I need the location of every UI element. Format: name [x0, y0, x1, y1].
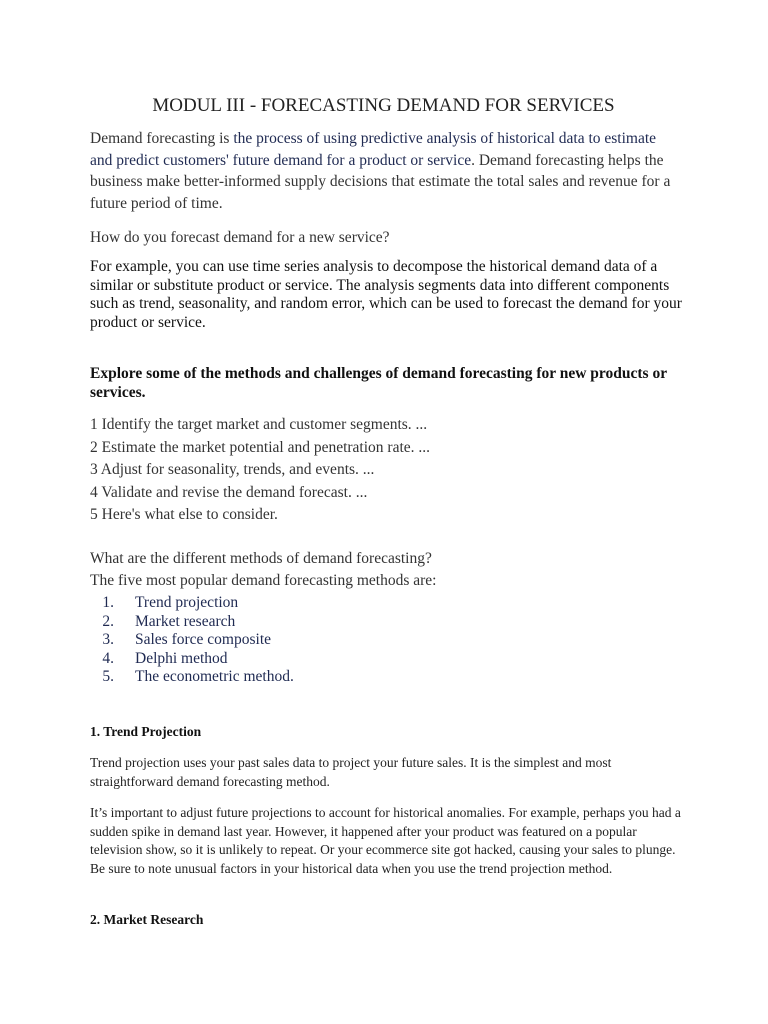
- list-item: 2 Estimate the market potential and penetration rate. ...: [90, 438, 431, 456]
- intro-rest: . Demand forecasting helps the business make better-informed supply decisions that estimate the total sales and revenue for a future period of time.: [90, 151, 671, 212]
- list-item: [90, 668, 682, 687]
- trend-projection-heading: 1. Trend Projection: [90, 724, 202, 739]
- method-label: Sales force composite: [135, 631, 272, 649]
- list-number: 3.: [102, 631, 114, 649]
- list-item: 4 Validate and revise the demand forecast. ...: [90, 483, 368, 501]
- list-item: [90, 650, 682, 669]
- example-paragraph: For example, you can use time series analysis to decompose the historical demand data of a similar or substitute product or service. The analysis segments data into different components such as trend, seasonality, and random error, which can be used to forecast the demand for your product or service.: [90, 258, 682, 332]
- list-item: 5 Here's what else to consider.: [90, 506, 278, 524]
- trend-paragraph-1: Trend projection uses your past sales data to project your future sales. It is the simplest and most straightforward demand forecasting method.: [90, 755, 612, 789]
- method-label: The econometric method.: [135, 668, 294, 686]
- methods-list: [90, 594, 682, 687]
- list-number: 2.: [102, 612, 114, 630]
- methods-question: What are the different methods of demand forecasting?: [90, 550, 432, 567]
- forecast-question: How do you forecast demand for a new service?: [90, 229, 390, 246]
- intro-highlight: the process of using predictive analysis of historical data to estimate and predict customers' future demand for a product or service: [90, 130, 657, 169]
- method-label: Delphi method: [135, 649, 228, 667]
- method-label: Market research: [135, 612, 236, 630]
- steps-list: [90, 414, 682, 527]
- list-item: 3 Adjust for seasonality, trends, and events. ...: [90, 461, 375, 479]
- trend-paragraph-2: It’s important to adjust future projections to account for historical anomalies. For example, perhaps you had a sudden spike in demand last year. However, it happened after your product was featured on a popular television show, so it is unlikely to repeat. Or your ecommerce site got hacked, causing your sales to plunge. Be sure to note unusual factors in your historical data when you use the trend projection method.: [90, 805, 681, 877]
- list-number: 1.: [102, 594, 114, 611]
- list-item: [90, 594, 682, 613]
- intro-paragraph: [90, 128, 682, 214]
- method-label: Trend projection: [135, 594, 239, 611]
- list-item: [90, 613, 682, 632]
- list-number: 5.: [102, 668, 114, 686]
- explore-heading: Explore some of the methods and challenges of demand forecasting for new products or services.: [90, 365, 667, 401]
- methods-intro: The five most popular demand forecasting methods are:: [90, 572, 437, 589]
- list-item: [90, 631, 682, 650]
- page-title: MODUL III - FORECASTING DEMAND FOR SERVICES: [152, 95, 615, 116]
- list-item: 1 Identify the target market and customer segments. ...: [90, 416, 428, 433]
- intro-lead: Demand forecasting is: [90, 130, 234, 147]
- list-number: 4.: [102, 649, 114, 667]
- market-research-heading: 2. Market Research: [90, 912, 204, 927]
